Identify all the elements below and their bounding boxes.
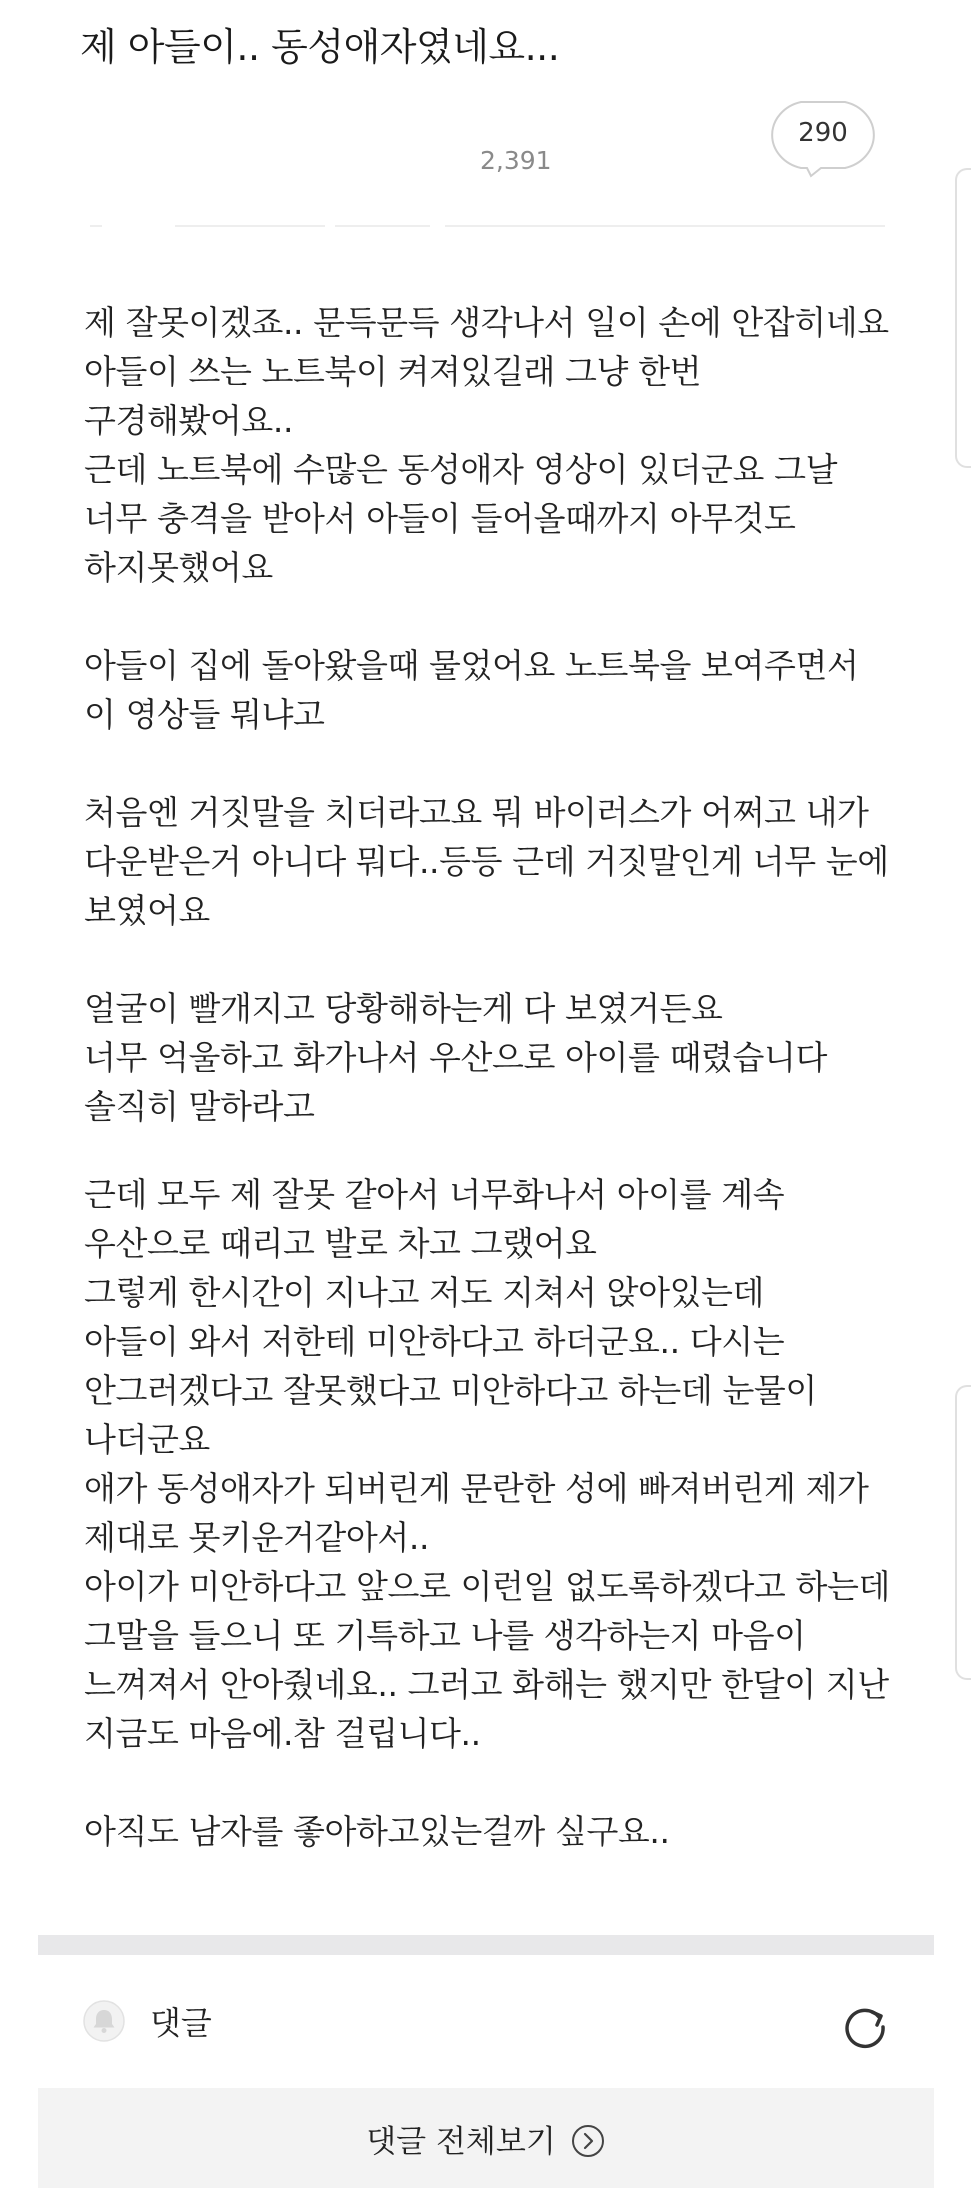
- post-paragraph: 근데 모두 제 잘못 같아서 너무화나서 아이를 계속 우산으로 때리고 발로 차고 그랬어요 그렇게 한시간이 지나고 저도 지쳐서 앉아있는데 아들이 와서 저한테 미안하다고 하더군요.. 다시는 안그러겠다고 잘못했다고 미안하다고 하는데 눈물이 나더군요 애가 동성애자가 되버린게 문란한 성에 빠져버린게 제가 제대로 못키운거같아서.. 아이가 미안하다고 앞으로 이런일 없도록하겠다고 하는데 그말을 들으니 또 기특하고 나를 생각하는지 마음이 느껴져서 안아줬네요.. 그러고 화해는 했지만 한달이 지난 지금도 마음에.참 걸립니다..: [84, 1175, 890, 1753]
- divider: [445, 225, 885, 227]
- view-all-comments-button[interactable]: [38, 2088, 934, 2188]
- view-all-comments-label: 댓글 전체보기: [366, 2123, 556, 2160]
- divider: [175, 225, 325, 227]
- section-divider: [38, 1935, 934, 1955]
- comment-label: 댓글: [150, 2004, 212, 2042]
- post-paragraph: 처음엔 거짓말을 치더라고요 뭐 바이러스가 어쩌고 내가 다운받은거 아니다 뭐다..등등 근데 거짓말인게 너무 눈에 보였어요: [84, 793, 889, 930]
- comment-count-bubble[interactable]: [761, 100, 885, 178]
- bell-icon[interactable]: [83, 2000, 125, 2042]
- divider: [90, 225, 102, 227]
- post-paragraph: 제 잘못이겠죠.. 문득문득 생각나서 일이 손에 안잡히네요 아들이 쓰는 노트북이 켜져있길래 그냥 한번 구경해봤어요.. 근데 노트북에 수많은 동성애자 영상이 있더군요 그날 너무 충격을 받아서 아들이 들어올때까지 아무것도 하지못했어요: [84, 303, 889, 587]
- post-title: 제 아들이.. 동성애자였네요...: [80, 25, 560, 69]
- view-count: 2,391: [480, 146, 552, 175]
- comment-header: [38, 1970, 934, 2070]
- chevron-right-circle-icon: [570, 2123, 606, 2159]
- scroll-edge-tab[interactable]: [955, 168, 971, 468]
- post-paragraph: 얼굴이 빨개지고 당황해하는게 다 보였거든요 너무 억울하고 화가나서 우산으로 아이를 때렸습니다 솔직히 말하라고: [84, 989, 827, 1126]
- comment-count: 290: [798, 118, 848, 148]
- post-paragraph: 아직도 남자를 좋아하고있는걸까 싶구요..: [84, 1812, 670, 1851]
- scroll-edge-tab[interactable]: [955, 1385, 971, 1680]
- refresh-icon[interactable]: [838, 2000, 892, 2054]
- post-paragraph: 아들이 집에 돌아왔을때 물었어요 노트북을 보여주면서 이 영상들 뭐냐고: [84, 646, 859, 734]
- post-body: [84, 298, 896, 1905]
- divider: [335, 225, 430, 227]
